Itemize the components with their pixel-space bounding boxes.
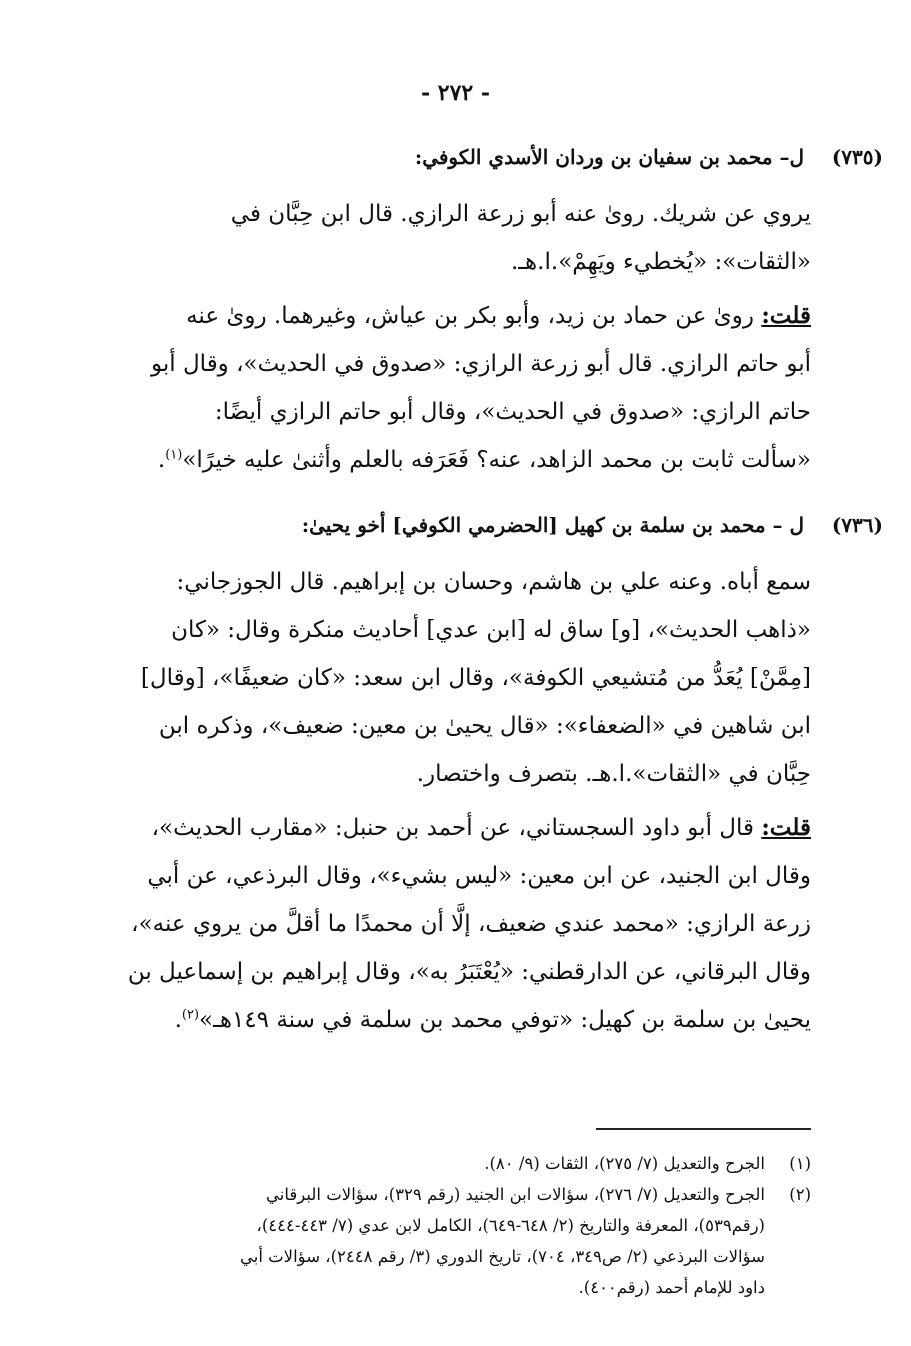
footnote-line: سؤالات البرذعي (٢/ ص٣٤٩، ٧٠٤)، تاريخ الدوري (٣/ رقم ٢٤٤٨)، سؤالات أبي [239, 1247, 765, 1266]
text-line: ابن شاهين في «الضعفاء»: «قال يحيىٰ بن معين: ضعيف»، وذكره ابن [158, 713, 811, 739]
text-line: سمع أباه. وعنه علي بن هاشم، وحسان بن إبراهيم. قال الجوزجاني: [176, 569, 811, 595]
entry-736 [100, 508, 883, 1044]
entry-title: ل – محمد بن سلمة بن كهيل [الحضرمي الكوفي] أخو يحيىٰ: [301, 513, 805, 537]
footnote-reference: (١) [165, 447, 183, 463]
entry-number: (٧٣٥) [831, 145, 883, 169]
text-line: [مِمَّنْ] يُعَدُّ من مُتشيعي الكوفة»، وقال ابن سعد: «كان ضعيفًا»، [وقال] [140, 665, 811, 691]
entry-paragraph [100, 292, 811, 484]
entry-heading [100, 140, 883, 174]
footnote-line: (رقم٥٣٩)، المعرفة والتاريخ (٢/ ٦٤٨-٦٤٩)، الكامل لابن عدي (٧/ ٤٤٣-٤٤٤)، [256, 1216, 765, 1235]
text-line: وقال ابن الجنيد، عن ابن معين: «ليس بشيء»، وقال البرذعي، عن أبي [147, 863, 811, 889]
text-segment: يحيىٰ بن سلمة بن كهيل: «توفي محمد بن سلمة في سنة ١٤٩هـ» [199, 1007, 811, 1033]
footnote-reference: (٢) [181, 1007, 200, 1023]
entry-paragraph [100, 558, 811, 798]
text-line [100, 996, 811, 1044]
qult-label: قلت: [761, 302, 811, 329]
text-line: حِبَّان في «الثقات».ا.هـ. بتصرف واختصار. [416, 761, 811, 787]
entry-number: (٧٣٦) [831, 513, 883, 537]
footnote-number: (٢) [789, 1185, 811, 1204]
text-segment: «سألت ثابت بن محمد الزاهد، عنه؟ فَعَرَفه بالعلم وأثنىٰ عليه خيرًا» [182, 447, 811, 473]
entry-heading [100, 508, 883, 542]
entry-paragraph [100, 804, 811, 1044]
text-line: وقال البرقاني، عن الدارقطني: «يُعْتَبَرُ به»، وقال إبراهيم بن إسماعيل بن [127, 959, 811, 985]
entry-paragraph [100, 190, 811, 286]
footnote-line: الجرح والتعديل (٧/ ٢٧٥)، الثقات (٩/ ٨٠). [484, 1154, 765, 1173]
text-line: يروي عن شريك. روىٰ عنه أبو زرعة الرازي. قال ابن حِبَّان في [230, 201, 811, 227]
qult-label: قلت: [761, 814, 811, 841]
footnote-line: داود للإمام أحمد (رقم٤٠٠). [578, 1278, 765, 1297]
text-line: أبو حاتم الرازي. قال أبو زرعة الرازي: «صدوق في الحديث»، وقال أبو [150, 351, 811, 377]
text-line [100, 804, 811, 852]
page-number: - ٢٧٢ - [420, 80, 491, 106]
text-line [100, 292, 811, 340]
footnotes [100, 1148, 811, 1303]
footnote-number: (١) [789, 1154, 811, 1173]
text-line: حاتم الرازي: «صدوق في الحديث»، وقال أبو حاتم الرازي أيضًا: [214, 399, 811, 425]
entry-title: ل– محمد بن سفيان بن وردان الأسدي الكوفي: [414, 145, 805, 169]
entry-735 [100, 140, 883, 484]
footnote [100, 1179, 811, 1303]
text-line: «الثقات»: «يُخطيء ويَهِمْ».ا.هـ. [511, 249, 811, 275]
text-segment: قال أبو داود السجستاني، عن أحمد بن حنبل: «مقارب الحديث»، [151, 815, 762, 841]
footnote-divider [596, 1128, 811, 1130]
text-line [100, 436, 811, 484]
text-line: زرعة الرازي: «محمد عندي ضعيف، إلَّا أن محمدًا ما أقلَّ من يروي عنه»، [131, 911, 811, 937]
sentence-end: . [174, 1007, 182, 1033]
footnote-line: الجرح والتعديل (٧/ ٢٧٦)، سؤالات ابن الجنيد (رقم ٣٢٩)، سؤالات البرقاني [266, 1185, 765, 1204]
text-line: «ذاهب الحديث»، [و] ساق له [ابن عدي] أحاديث منكرة وقال: «كان [171, 617, 811, 643]
text-segment: روىٰ عن حماد بن زيد، وأبو بكر بن عياش، وغيرهما. روىٰ عنه [186, 303, 762, 329]
footnote [100, 1148, 811, 1179]
sentence-end: . [157, 447, 166, 473]
